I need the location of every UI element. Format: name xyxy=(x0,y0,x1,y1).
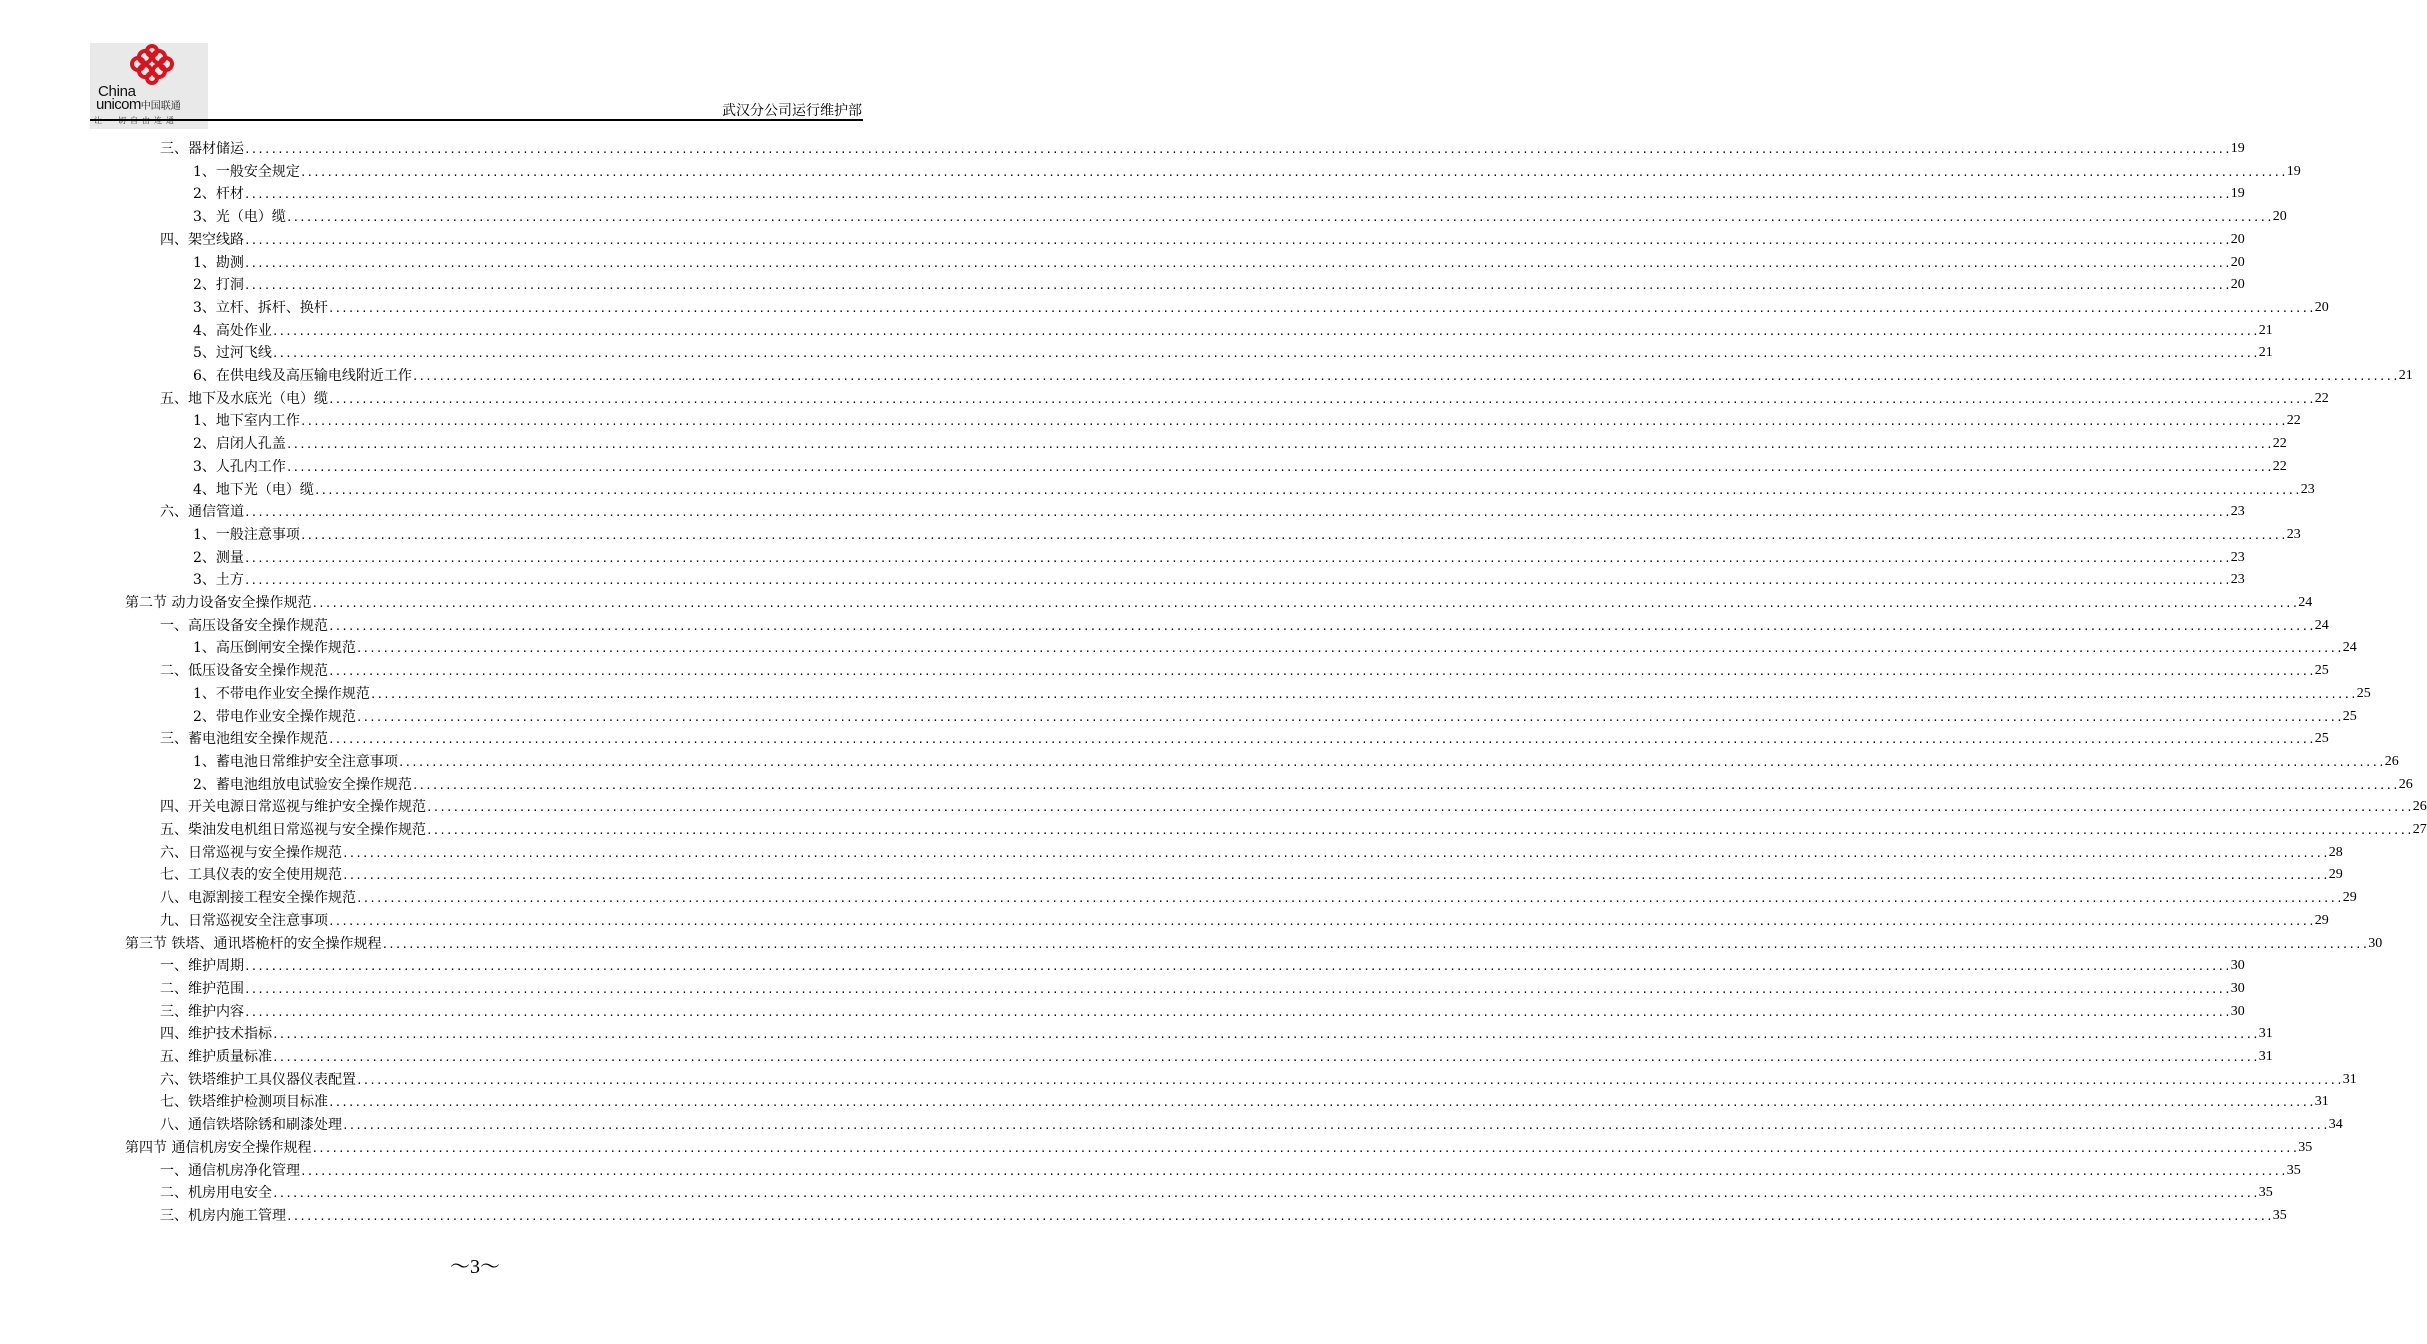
toc-entry[interactable] xyxy=(193,431,2287,453)
toc-entry[interactable] xyxy=(160,136,2245,158)
toc-dot-leader: ............................................................................................................................................................................................................................................................................................................ xyxy=(355,710,2343,724)
toc-entry-title: 通信管道 xyxy=(188,504,244,521)
toc-entry[interactable] xyxy=(160,1203,2287,1225)
toc-entry-title: 光（电）缆 xyxy=(215,209,286,226)
toc-dot-leader: ............................................................................................................................................................................................................................................................................................................ xyxy=(328,665,2315,679)
toc-entry-page: 29 xyxy=(2328,867,2343,883)
toc-dot-leader: ............................................................................................................................................................................................................................................................................................................ xyxy=(244,982,2231,996)
toc-entry-page: 35 xyxy=(2286,1162,2301,1178)
toc-entry-page: 22 xyxy=(2272,458,2287,474)
toc-entry-title: 1、高压倒闸安全操作规范 xyxy=(193,640,356,657)
toc-entry[interactable] xyxy=(160,1089,2329,1111)
toc-dot-leader: ............................................................................................................................................................................................................................................................................................................ xyxy=(356,1073,2343,1087)
toc-dot-leader: ............................................................................................................................................................................................................................................................................................................ xyxy=(285,211,2273,225)
toc-entry-number: 3、 xyxy=(193,572,216,589)
toc-entry[interactable] xyxy=(193,340,2273,362)
toc-entry-page: 31 xyxy=(2258,1026,2273,1042)
unicom-logo xyxy=(90,43,208,129)
unicom-knot-icon xyxy=(90,43,208,87)
department-name: 武汉分公司运行维护部 xyxy=(722,103,862,119)
toc-entry[interactable] xyxy=(193,477,2315,499)
toc-entry-title: 启闭人孔盖 xyxy=(215,436,286,453)
toc-entry[interactable] xyxy=(160,1044,2273,1066)
toc-entry-title: 在供电线及高压输电线附近工作 xyxy=(215,368,412,384)
logo-wordmark-unicom: unicom中国联通 xyxy=(96,96,181,113)
toc-entry-title: 一、维护周期 xyxy=(160,958,244,975)
toc-dot-leader: ............................................................................................................................................................................................................................................................................................................ xyxy=(342,869,2329,883)
toc-entry[interactable] xyxy=(160,386,2329,408)
toc-dot-leader: ............................................................................................................................................................................................................................................................................................................ xyxy=(369,687,2357,701)
toc-dot-leader: ............................................................................................................................................................................................................................................................................................................ xyxy=(327,301,2315,315)
toc-dot-leader: ............................................................................................................................................................................................................................................................................................................ xyxy=(397,755,2385,769)
toc-entry-title: 架空线路 xyxy=(188,231,244,248)
toc-entry-number: 6、 xyxy=(193,368,216,384)
toc-entry-title: 蓄电池组安全操作规范 xyxy=(188,731,328,748)
toc-entry-title: 第四节 通信机房安全操作规程 xyxy=(125,1139,312,1156)
toc-dot-leader: ............................................................................................................................................................................................................................................................................................................ xyxy=(286,1209,2273,1223)
toc-entry[interactable] xyxy=(193,454,2287,476)
toc-entry-number: 五、 xyxy=(160,390,188,407)
toc-dot-leader: ............................................................................................................................................................................................................................................................................................................ xyxy=(244,960,2231,974)
toc-entry-number: 八、 xyxy=(160,890,188,907)
toc-dot-leader: ............................................................................................................................................................................................................................................................................................................ xyxy=(328,914,2315,928)
toc-dot-leader: ............................................................................................................................................................................................................................................................................................................ xyxy=(299,415,2287,429)
toc-dot-leader: ............................................................................................................................................................................................................................................................................................................ xyxy=(426,801,2413,815)
toc-entry-page: 30 xyxy=(2230,958,2245,974)
toc-entry[interactable] xyxy=(160,499,2245,521)
header-divider xyxy=(90,119,863,121)
toc-entry-title: 地下光（电）缆 xyxy=(215,481,314,498)
toc-entry-page: 25 xyxy=(2314,663,2329,679)
toc-entry-page: 26 xyxy=(2384,753,2399,769)
toc-entry-page: 21 xyxy=(2398,368,2413,383)
toc-entry[interactable] xyxy=(193,295,2329,317)
toc-entry-page: 30 xyxy=(2230,980,2245,996)
toc-entry-title: 地下及水底光（电）缆 xyxy=(188,390,328,407)
toc-dot-leader: ............................................................................................................................................................................................................................................................................................................ xyxy=(311,1141,2299,1155)
toc-entry-title: 一般注意事项 xyxy=(215,526,300,543)
toc-dot-leader: ............................................................................................................................................................................................................................................................................................................ xyxy=(342,1119,2329,1133)
toc-dot-leader: ............................................................................................................................................................................................................................................................................................................ xyxy=(244,233,2231,247)
toc-entry-number: 1、 xyxy=(193,163,216,180)
page-number: ～3～ xyxy=(450,1256,500,1278)
toc-entry-number: 三、 xyxy=(160,1207,188,1224)
toc-dot-leader: ............................................................................................................................................................................................................................................................................................................ xyxy=(328,1096,2315,1110)
toc-dot-leader: ............................................................................................................................................................................................................................................................................................................ xyxy=(243,551,2231,565)
toc-entry-page: 23 xyxy=(2286,526,2301,542)
toc-entry-number: 1、 xyxy=(193,254,216,271)
toc-entry-page: 24 xyxy=(2298,595,2313,610)
toc-entry-number: 5、 xyxy=(193,345,216,362)
toc-entry-number: 九、 xyxy=(160,912,188,929)
toc-entry-title: 八、通信铁塔除锈和刷漆处理 xyxy=(160,1117,342,1134)
toc-entry-number: 六、 xyxy=(160,844,188,861)
toc-dot-leader: ............................................................................................................................................................................................................................................................................................................ xyxy=(356,892,2343,906)
toc-entry-page: 29 xyxy=(2342,890,2357,906)
logo-wordmark-china: China xyxy=(98,83,136,100)
toc-entry-number: 4、 xyxy=(193,322,216,339)
toc-entry-title: 第三节 铁塔、通讯塔桅杆的安全操作规程 xyxy=(125,935,382,952)
toc-entry-title: 高压设备安全操作规范 xyxy=(188,617,328,634)
toc-entry-page: 22 xyxy=(2314,390,2329,406)
toc-entry-title: 一般安全规定 xyxy=(215,163,300,180)
toc-entry-page: 31 xyxy=(2342,1071,2357,1087)
toc-entry-title: 柴油发电机组日常巡视与安全操作规范 xyxy=(188,822,426,838)
toc-entry-title: 通信机房净化管理 xyxy=(188,1162,300,1179)
toc-entry-page: 23 xyxy=(2230,572,2245,588)
toc-entry[interactable] xyxy=(193,522,2301,544)
toc-entry-page: 22 xyxy=(2272,436,2287,452)
toc-entry[interactable] xyxy=(160,1158,2301,1180)
toc-dot-leader: ............................................................................................................................................................................................................................................................................................................ xyxy=(300,1164,2287,1178)
toc-entry-title: 低压设备安全操作规范 xyxy=(188,663,328,680)
toc-entry-title: 四、维护技术指标 xyxy=(160,1026,272,1043)
toc-entry-number: 2、 xyxy=(193,549,216,566)
toc-dot-leader: ............................................................................................................................................................................................................................................................................................................ xyxy=(243,574,2231,588)
toc-dot-leader: ............................................................................................................................................................................................................................................................................................................ xyxy=(243,188,2231,202)
toc-entry[interactable] xyxy=(193,567,2245,589)
toc-dot-leader: ............................................................................................................................................................................................................................................................................................................ xyxy=(311,597,2299,610)
toc-entry[interactable] xyxy=(193,545,2245,567)
toc-dot-leader: ............................................................................................................................................................................................................................................................................................................ xyxy=(381,937,2369,951)
toc-entry-number: 2、 xyxy=(193,186,216,203)
toc-dot-leader: ............................................................................................................................................................................................................................................................................................................ xyxy=(411,370,2399,383)
toc-dot-leader: ............................................................................................................................................................................................................................................................................................................ xyxy=(285,438,2273,452)
toc-entry[interactable] xyxy=(193,204,2287,226)
toc-entry-title: 1、不带电作业安全操作规范 xyxy=(193,685,370,702)
toc-entry-number: 三、 xyxy=(160,731,188,748)
toc-entry[interactable] xyxy=(160,227,2245,249)
toc-entry-page: 23 xyxy=(2230,504,2245,520)
toc-entry-page: 22 xyxy=(2286,413,2301,429)
toc-entry[interactable] xyxy=(160,794,2427,816)
toc-entry[interactable] xyxy=(193,704,2357,726)
toc-entry-number: 3、 xyxy=(193,299,216,316)
toc-entry[interactable] xyxy=(125,931,2383,953)
toc-entry-title: 机房用电安全 xyxy=(188,1185,272,1202)
toc-dot-leader: ............................................................................................................................................................................................................................................................................................................ xyxy=(244,1005,2231,1019)
toc-entry[interactable] xyxy=(160,1112,2343,1134)
toc-entry[interactable] xyxy=(160,840,2343,862)
toc-entry-page: 30 xyxy=(2368,935,2383,951)
toc-dot-leader: ............................................................................................................................................................................................................................................................................................................ xyxy=(244,143,2231,156)
toc-entry-title: 器材储运 xyxy=(188,141,244,157)
toc-entry-page: 26 xyxy=(2398,776,2413,792)
toc-entry-page: 20 xyxy=(2272,209,2287,225)
toc-entry-title: 勘测 xyxy=(215,254,244,271)
toc-entry[interactable] xyxy=(193,749,2399,771)
toc-dot-leader: ............................................................................................................................................................................................................................................................................................................ xyxy=(299,165,2287,179)
toc-entry-page: 19 xyxy=(2286,163,2301,179)
toc-entry-page: 19 xyxy=(2230,141,2245,156)
toc-entry[interactable] xyxy=(160,1021,2273,1043)
toc-entry-page: 31 xyxy=(2314,1094,2329,1110)
toc-entry[interactable] xyxy=(193,250,2245,272)
toc-entry-number: 3、 xyxy=(193,458,216,475)
toc-entry-title: 2、带电作业安全操作规范 xyxy=(193,708,356,725)
toc-entry-number: 二、 xyxy=(160,1185,188,1202)
toc-entry-page: 19 xyxy=(2230,186,2245,202)
toc-dot-leader: ............................................................................................................................................................................................................................................................................................................ xyxy=(272,1051,2259,1064)
toc-dot-leader: ............................................................................................................................................................................................................................................................................................................ xyxy=(342,846,2329,860)
toc-entry-page: 26 xyxy=(2412,799,2427,815)
toc-entry-page: 35 xyxy=(2258,1185,2273,1201)
toc-entry-page: 23 xyxy=(2230,549,2245,565)
toc-entry[interactable] xyxy=(160,862,2343,884)
toc-entry-title: 工具仪表的安全使用规范 xyxy=(188,867,342,884)
toc-entry-title: 打洞 xyxy=(215,277,244,294)
toc-entry[interactable] xyxy=(193,772,2413,794)
toc-entry[interactable] xyxy=(193,181,2245,203)
toc-entry-page: 24 xyxy=(2342,640,2357,656)
toc-entry-number: 1、 xyxy=(193,413,216,430)
toc-entry-page: 25 xyxy=(2356,685,2371,701)
toc-entry-number: 七、 xyxy=(160,867,188,884)
toc-dot-leader: ............................................................................................................................................................................................................................................................................................................ xyxy=(272,1028,2259,1042)
toc-dot-leader: ............................................................................................................................................................................................................................................................................................................ xyxy=(243,256,2231,270)
toc-entry-title: 立杆、拆杆、换杆 xyxy=(215,299,328,316)
toc-entry-title: 日常巡视安全注意事项 xyxy=(188,912,328,929)
toc-entry-title: 七、铁塔维护检测项目标准 xyxy=(160,1094,328,1111)
toc-dot-leader: ............................................................................................................................................................................................................................................................................................................ xyxy=(328,733,2315,747)
toc-entry[interactable] xyxy=(160,999,2245,1021)
toc-entry[interactable] xyxy=(193,681,2371,703)
toc-entry-title: 杆材 xyxy=(215,186,244,203)
toc-entry-page: 35 xyxy=(2272,1207,2287,1223)
toc-entry-title: 日常巡视与安全操作规范 xyxy=(188,844,342,861)
logo-slogan: 让一切自由连通 xyxy=(94,116,178,125)
toc-entry-page: 23 xyxy=(2300,481,2315,497)
toc-entry[interactable] xyxy=(193,159,2301,181)
toc-entry-title: 机房内施工管理 xyxy=(188,1207,286,1224)
toc-entry[interactable] xyxy=(193,635,2357,657)
toc-entry-page: 30 xyxy=(2230,1003,2245,1019)
toc-dot-leader: ............................................................................................................................................................................................................................................................................................................ xyxy=(244,506,2231,520)
toc-entry-number: 一、 xyxy=(160,1162,188,1179)
toc-entry-title: 1、蓄电池日常维护安全注意事项 xyxy=(193,753,398,770)
toc-entry-title: 高处作业 xyxy=(215,322,272,339)
toc-entry-number: 二、 xyxy=(160,663,188,680)
toc-dot-leader: ............................................................................................................................................................................................................................................................................................................ xyxy=(355,642,2343,656)
toc-entry-title: 三、维护内容 xyxy=(160,1003,244,1020)
toc-entry[interactable] xyxy=(193,272,2245,294)
toc-entry[interactable] xyxy=(160,817,2427,839)
toc-entry-title: 二、维护范围 xyxy=(160,980,244,997)
toc-entry-number: 四、 xyxy=(160,799,188,816)
toc-entry-number: 4、 xyxy=(193,481,216,498)
toc-entry-title: 测量 xyxy=(215,549,244,566)
toc-entry-title: 地下室内工作 xyxy=(215,413,300,430)
toc-entry-page: 24 xyxy=(2314,617,2329,633)
toc-entry-page: 20 xyxy=(2230,231,2245,247)
toc-entry[interactable] xyxy=(160,613,2329,635)
toc-entry[interactable] xyxy=(125,590,2313,612)
toc-entry-page: 27 xyxy=(2412,822,2427,837)
toc-entry-title: 电源割接工程安全操作规范 xyxy=(188,890,356,907)
toc-entry-page: 20 xyxy=(2230,277,2245,293)
toc-entry[interactable] xyxy=(193,408,2301,430)
toc-entry-number: 五、 xyxy=(160,822,188,838)
toc-dot-leader: ............................................................................................................................................................................................................................................................................................................ xyxy=(328,392,2315,406)
toc-entry-number: 三、 xyxy=(160,141,188,157)
toc-entry-title: 土方 xyxy=(215,572,244,589)
toc-entry-page: 31 xyxy=(2258,1049,2273,1064)
toc-entry-title: 第二节 动力设备安全操作规范 xyxy=(125,595,312,611)
toc-entry-number: 1、 xyxy=(193,526,216,543)
toc-entry[interactable] xyxy=(125,1135,2313,1157)
toc-entry-title: 2、蓄电池组放电试验安全操作规范 xyxy=(193,776,412,793)
toc-dot-leader: ............................................................................................................................................................................................................................................................................................................ xyxy=(285,460,2273,474)
toc-entry[interactable] xyxy=(193,318,2273,340)
toc-entry[interactable] xyxy=(160,726,2329,748)
toc-dot-leader: ............................................................................................................................................................................................................................................................................................................ xyxy=(411,778,2399,792)
toc-entry-title: 开关电源日常巡视与维护安全操作规范 xyxy=(188,799,426,816)
toc-entry-page: 29 xyxy=(2314,912,2329,928)
toc-entry-page: 28 xyxy=(2328,844,2343,860)
toc-entry-number: 3、 xyxy=(193,209,216,226)
toc-entry-number: 2、 xyxy=(193,277,216,294)
toc-entry-page: 20 xyxy=(2230,254,2245,270)
toc-entry-number: 2、 xyxy=(193,436,216,453)
toc-entry-title: 五、维护质量标准 xyxy=(160,1049,272,1065)
toc-dot-leader: ............................................................................................................................................................................................................................................................................................................ xyxy=(272,1187,2259,1201)
toc-entry[interactable] xyxy=(160,976,2245,998)
toc-dot-leader: ............................................................................................................................................................................................................................................................................................................ xyxy=(243,279,2231,293)
toc-entry[interactable] xyxy=(160,953,2245,975)
toc-entry[interactable] xyxy=(160,1067,2357,1089)
toc-dot-leader: ............................................................................................................................................................................................................................................................................................................ xyxy=(299,528,2287,542)
toc-entry-title: 人孔内工作 xyxy=(215,458,286,475)
toc-entry-number: 六、 xyxy=(160,504,188,521)
toc-entry-page: 21 xyxy=(2258,322,2273,338)
toc-entry-title: 过河飞线 xyxy=(215,345,272,362)
toc-entry[interactable] xyxy=(160,658,2329,680)
toc-entry[interactable] xyxy=(160,1180,2273,1202)
toc-dot-leader: ............................................................................................................................................................................................................................................................................................................ xyxy=(426,824,2413,837)
toc-dot-leader: ............................................................................................................................................................................................................................................................................................................ xyxy=(313,483,2301,497)
toc-entry-number: 四、 xyxy=(160,231,188,248)
toc-entry-page: 34 xyxy=(2328,1117,2343,1133)
toc-entry-number: 一、 xyxy=(160,617,188,634)
toc-entry-page: 25 xyxy=(2314,731,2329,747)
toc-entry-page: 35 xyxy=(2298,1139,2313,1155)
toc-entry-page: 20 xyxy=(2314,299,2329,315)
toc-entry-title: 六、铁塔维护工具仪器仪表配置 xyxy=(160,1071,356,1088)
toc-entry-page: 21 xyxy=(2258,345,2273,361)
toc-dot-leader: ............................................................................................................................................................................................................................................................................................................ xyxy=(271,324,2259,338)
toc-entry[interactable] xyxy=(160,908,2329,930)
toc-entry[interactable] xyxy=(193,363,2413,385)
toc-entry-page: 25 xyxy=(2342,708,2357,724)
toc-dot-leader: ............................................................................................................................................................................................................................................................................................................ xyxy=(271,347,2259,361)
toc-dot-leader: ............................................................................................................................................................................................................................................................................................................ xyxy=(328,619,2315,633)
toc-entry[interactable] xyxy=(160,885,2357,907)
